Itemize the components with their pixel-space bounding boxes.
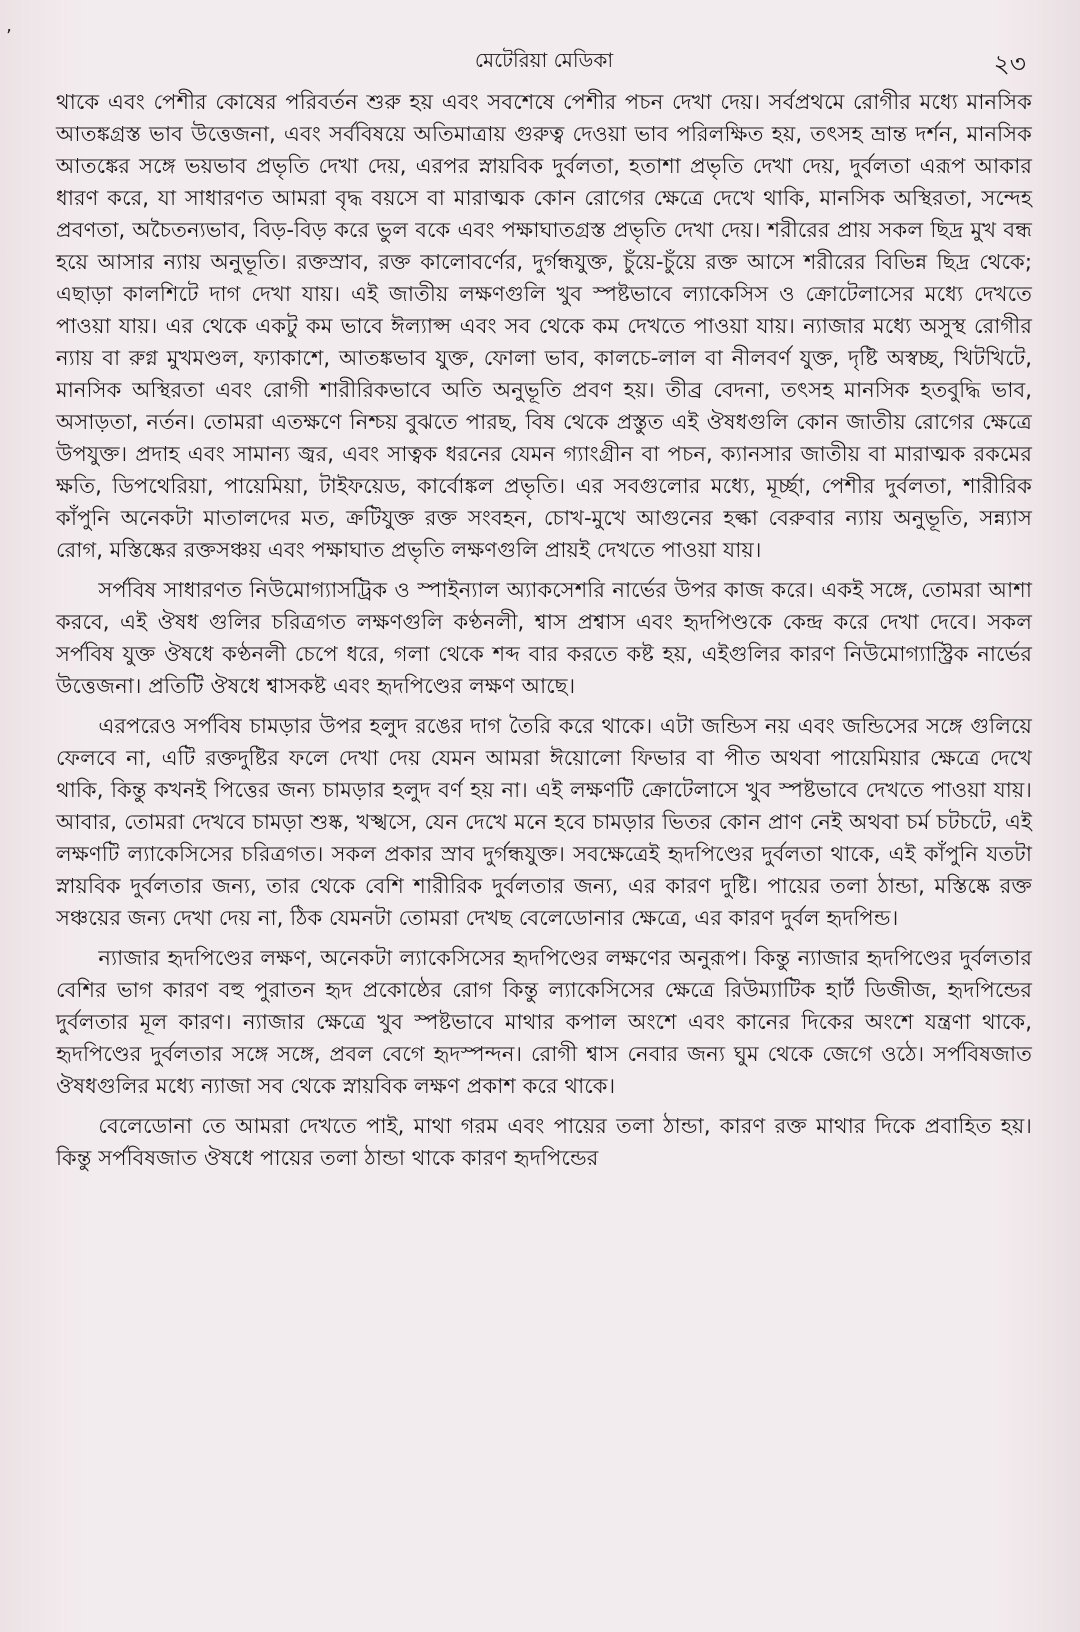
paragraph: ন্যাজার হৃদপিণ্ডের লক্ষণ, অনেকটা ল্যাকেসিসের হৃদপিণ্ডের লক্ষণের অনুরূপ। কিন্তু ন্যাজার হৃদপিণ্ডের দুর্বলতার বেশির ভাগ কারণ বহু পুরাতন হৃদ প্রকোষ্ঠের রোগ কিন্তু ল্যাকেসিসের ক্ষেত্রে রিউম্যাটিক হার্ট ডিজীজ, হৃদপিন্ডের দুর্বলতার মূল কারণ। ন্যাজার ক্ষেত্রে খুব স্পষ্টভাবে মাথার কপাল অংশে এবং কানের দিকের অংশে যন্ত্রণা থাকে, হৃদপিণ্ডের দুর্বলতার সঙ্গে সঙ্গে, প্রবল বেগে হৃদস্পন্দন। রোগী শ্বাস নেবার জন্য ঘুম থেকে জেগে ওঠে। সর্পবিষজাত ঔষধগুলির মধ্যে ন্যাজা সব থেকে স্নায়বিক লক্ষণ প্রকাশ করে থাকে। [56,945,1032,1098]
paragraph: এরপরেও সর্পবিষ চামড়ার উপর হলুদ রঙের দাগ তৈরি করে থাকে। এটা জন্ডিস নয় এবং জন্ডিসের সঙ্গে গুলিয়ে ফেলবে না, এটি রক্তদুষ্টির ফলে দেখা দেয় যেমন আমরা ঈয়োলো ফিভার বা পীত অথবা পায়েমিয়ার ক্ষেত্রে দেখে থাকি, কিন্তু কখনই পিত্তের জন্য চামড়ার হলুদ বর্ণ হয় না। এই লক্ষণটি ক্রোটেলাসে খুব স্পষ্টভাবে দেখতে পাওয়া যায়। আবার, তোমরা দেখবে চামড়া শুষ্ক, খস্খসে, যেন দেখে মনে হবে চামড়ার ভিতর কোন প্রাণ নেই অথবা চর্ম চটচটে, এই লক্ষণটি ল্যাকেসিসের চরিত্রগত। সকল প্রকার স্রাব দুর্গন্ধযুক্ত। সবক্ষেত্রেই হৃদপিণ্ডের দুর্বলতা থাকে, এই কাঁপুনি যতটা স্নায়বিক দুর্বলতার জন্য, তার থেকে বেশি শারীরিক দুর্বলতার জন্য, এর কারণ দুষ্টি। পায়ের তলা ঠান্ডা, মস্তিষ্কে রক্ত সঞ্চয়ের জন্য দেখা দেয় না, ঠিক যেমনটা তোমরা দেখছ বেলেডোনার ক্ষেত্রে, এর কারণ দুর্বল হৃদপিন্ড। [56,713,1032,930]
running-title: মেটেরিয়া মেডিকা [474,48,614,72]
page-edge-mark: ’ [6,26,12,47]
paragraph: বেলেডোনা তে আমরা দেখতে পাই, মাথা গরম এবং পায়ের তলা ঠান্ডা, কারণ রক্ত মাথার দিকে প্রবাহিত হয়। কিন্তু সর্পবিষজাত ঔষধে পায়ের তলা ঠান্ডা থাকে কারণ হৃদপিন্ডের [56,1113,1032,1170]
running-header [56,44,1032,80]
body-text [56,86,1032,1174]
page-number: ২৩ [993,49,1026,78]
paragraph: সর্পবিষ সাধারণত নিউমোগ্যাসট্রিক ও স্পাইন্যাল অ্যাকসেশরি নার্ভের উপর কাজ করে। একই সঙ্গে, তোমরা আশা করবে, এই ঔষধ গুলির চরিত্রগত লক্ষণগুলি কণ্ঠনলী, শ্বাস প্রশ্বাস এবং হৃদপিণ্ডকে কেন্দ্র করে দেখা দেবে। সকল সর্পবিষ যুক্ত ঔষধে কণ্ঠনলী চেপে ধরে, গলা থেকে শব্দ বার করতে কষ্ট হয়, এইগুলির কারণ নিউমোগ্যাস্ট্রিক নার্ভের উত্তেজনা। প্রতিটি ঔষধে শ্বাসকষ্ট এবং হৃদপিণ্ডের লক্ষণ আছে। [56,577,1032,698]
paragraph: থাকে এবং পেশীর কোষের পরিবর্তন শুরু হয় এবং সবশেষে পেশীর পচন দেখা দেয়। সর্বপ্রথমে রোগীর মধ্যে মানসিক আতঙ্কগ্রস্ত ভাব উত্তেজনা, এবং সর্ববিষয়ে অতিমাত্রায় গুরুত্ব দেওয়া ভাব পরিলক্ষিত হয়, তৎসহ ভ্রান্ত দর্শন, মানসিক আতঙ্কের সঙ্গে ভয়ভাব প্রভৃতি দেখা দেয়, এরপর স্নায়বিক দুর্বলতা, হতাশা প্রভৃতি দেখা দেয়, দুর্বলতা এরূপ আকার ধারণ করে, যা সাধারণত আমরা বৃদ্ধ বয়সে বা মারাত্মক কোন রোগের ক্ষেত্রে দেখে থাকি, মানসিক অস্থিরতা, সন্দেহ প্রবণতা, অচৈতন্যভাব, বিড়-বিড় করে ভুল বকে এবং পক্ষাঘাতগ্রস্ত প্রভৃতি দেখা দেয়। শরীরের প্রায় সকল ছিদ্র মুখ বন্ধ হয়ে আসার ন্যায় অনুভূতি। রক্তস্রাব, রক্ত কালোবর্ণের, দুর্গন্ধযুক্ত, চুঁয়ে-চুঁয়ে রক্ত আসে শরীরের বিভিন্ন ছিদ্র থেকে; এছাড়া কালশিটে দাগ দেখা যায়। এই জাতীয় লক্ষণগুলি খুব স্পষ্টভাবে ল্যাকেসিস ও ক্রোটেলাসের মধ্যে দেখতে পাওয়া যায়। এর থেকে একটু কম ভাবে ঈল্যাপ্স এবং সব থেকে কম দেখতে পাওয়া যায়। ন্যাজার মধ্যে অসুস্থ রোগীর ন্যায় বা রুগ্ন মুখমণ্ডল, ফ্যাকাশে, আতঙ্কভাব যুক্ত, ফোলা ভাব, কালচে-লাল বা নীলবর্ণ যুক্ত, দৃষ্টি অস্বচ্ছ, খিটখিটে, মানসিক অস্থিরতা এবং রোগী শারীরিকভাবে অতি অনুভূতি প্রবণ হয়। তীব্র বেদনা, তৎসহ মানসিক হতবুদ্ধি ভাব, অসাড়তা, নর্তন। তোমরা এতক্ষণে নিশ্চয় বুঝতে পারছ, বিষ থেকে প্রস্তুত এই ঔষধগুলি কোন জাতীয় রোগের ক্ষেত্রে উপযুক্ত। প্রদাহ এবং সামান্য জ্বর, এবং সাত্বক ধরনের যেমন গ্যাংগ্রীন বা পচন, ক্যানসার জাতীয় বা মারাত্মক রকমের ক্ষতি, ডিপথেরিয়া, পায়েমিয়া, টাইফয়েড, কার্বোঙ্কল প্রভৃতি। এর সবগুলোর মধ্যে, মূর্চ্ছা, পেশীর দুর্বলতা, শারীরিক কাঁপুনি অনেকটা মাতালদের মত, ক্রটিযুক্ত রক্ত সংবহন, চোখ-মুখে আগুনের হল্কা বেরুবার ন্যায় অনুভূতি, সন্ন্যাস রোগ, মস্তিষ্কের রক্তসঞ্চয় এবং পক্ষাঘাত প্রভৃতি লক্ষণগুলি প্রায়ই দেখতে পাওয়া যায়। [56,89,1032,562]
